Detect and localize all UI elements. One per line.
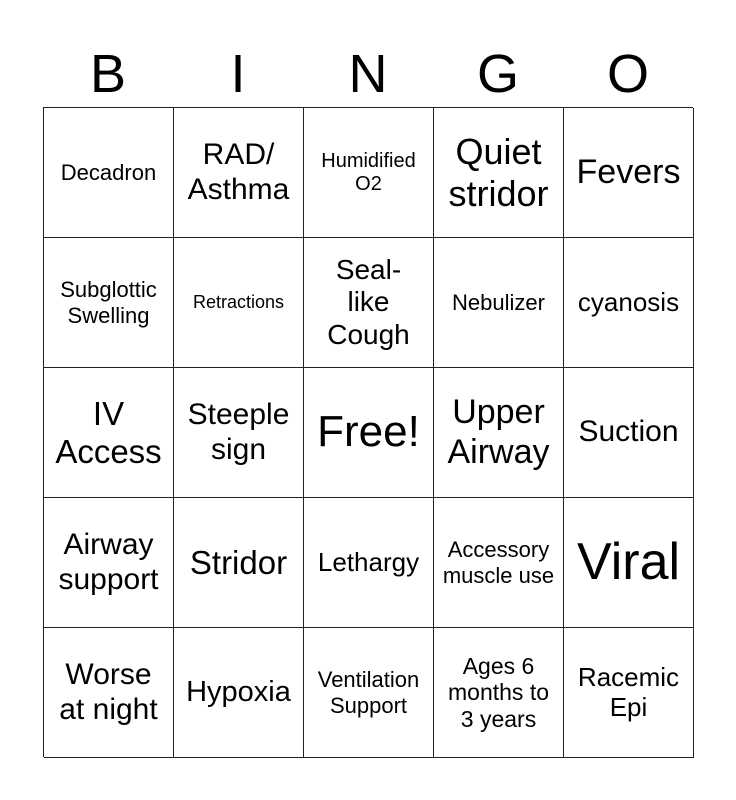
cell-label: cyanosis [577,286,680,317]
cell-label: Stridor [189,543,288,581]
cell-label: Seal-like Cough [327,254,410,350]
cell-label: Retractions [192,292,285,313]
bingo-cell-r3c4[interactable] [434,368,564,498]
cell-label: Racemic Epi [577,661,680,722]
bingo-cell-r1c4[interactable] [434,108,564,238]
cell-label: Upper Airway [447,393,550,471]
cell-label: Decadron [60,159,157,185]
bingo-cell-r2c4[interactable] [434,238,564,368]
bingo-cell-r4c5[interactable] [564,498,694,628]
cell-label: Ages 6 months to 3 years [448,652,549,732]
cell-label: Fevers [576,152,681,191]
header-letter-n: N [348,44,388,104]
free-space: Free! [317,407,420,457]
bingo-cell-r1c3[interactable] [304,108,434,238]
bingo-cell-r1c2[interactable] [174,108,304,238]
bingo-cell-r5c2[interactable] [174,628,304,758]
cell-label: IV Access [55,394,162,470]
cell-label: Humidified O2 [321,149,416,195]
bingo-board [43,107,693,757]
bingo-cell-r4c1[interactable] [44,498,174,628]
cell-label: Airway support [58,528,159,596]
bingo-cell-r2c5[interactable] [564,238,694,368]
cell-label: Lethargy [317,546,420,577]
cell-label: RAD/ Asthma [187,138,290,206]
cell-label: Nebulizer [452,289,545,315]
bingo-cell-r5c1[interactable] [44,628,174,758]
cell-label: Accessory muscle use [442,537,555,588]
bingo-cell-r4c3[interactable] [304,498,434,628]
bingo-cell-r3c5[interactable] [564,368,694,498]
bingo-cell-r3c2[interactable] [174,368,304,498]
header-letter-b: B [89,44,127,104]
cell-label: Worse at night [59,658,158,726]
bingo-cell-r2c1[interactable] [44,238,174,368]
cell-label: Suction [578,415,679,449]
bingo-cell-r5c5[interactable] [564,628,694,758]
bingo-cell-r3c3[interactable] [304,368,434,498]
bingo-cell-r4c2[interactable] [174,498,304,628]
cell-label: Steeple sign [187,398,290,466]
bingo-cell-r2c3[interactable] [304,238,434,368]
bingo-header [43,40,693,108]
header-letter-o: O [606,44,649,104]
cell-label: Subglottic Swelling [60,277,157,328]
header-letter-i: I [230,44,246,104]
cell-label: Viral [576,532,681,591]
bingo-cell-r2c2[interactable] [174,238,304,368]
cell-label: Quiet stridor [448,131,549,214]
bingo-cell-r3c1[interactable] [44,368,174,498]
cell-label: Hypoxia [186,675,291,708]
bingo-cell-r5c4[interactable] [434,628,564,758]
bingo-cell-r5c3[interactable] [304,628,434,758]
bingo-cell-r1c5[interactable] [564,108,694,238]
bingo-cell-r4c4[interactable] [434,498,564,628]
cell-label: Ventilation Support [317,667,420,718]
header-letter-g: G [476,44,519,104]
bingo-cell-r1c1[interactable] [44,108,174,238]
